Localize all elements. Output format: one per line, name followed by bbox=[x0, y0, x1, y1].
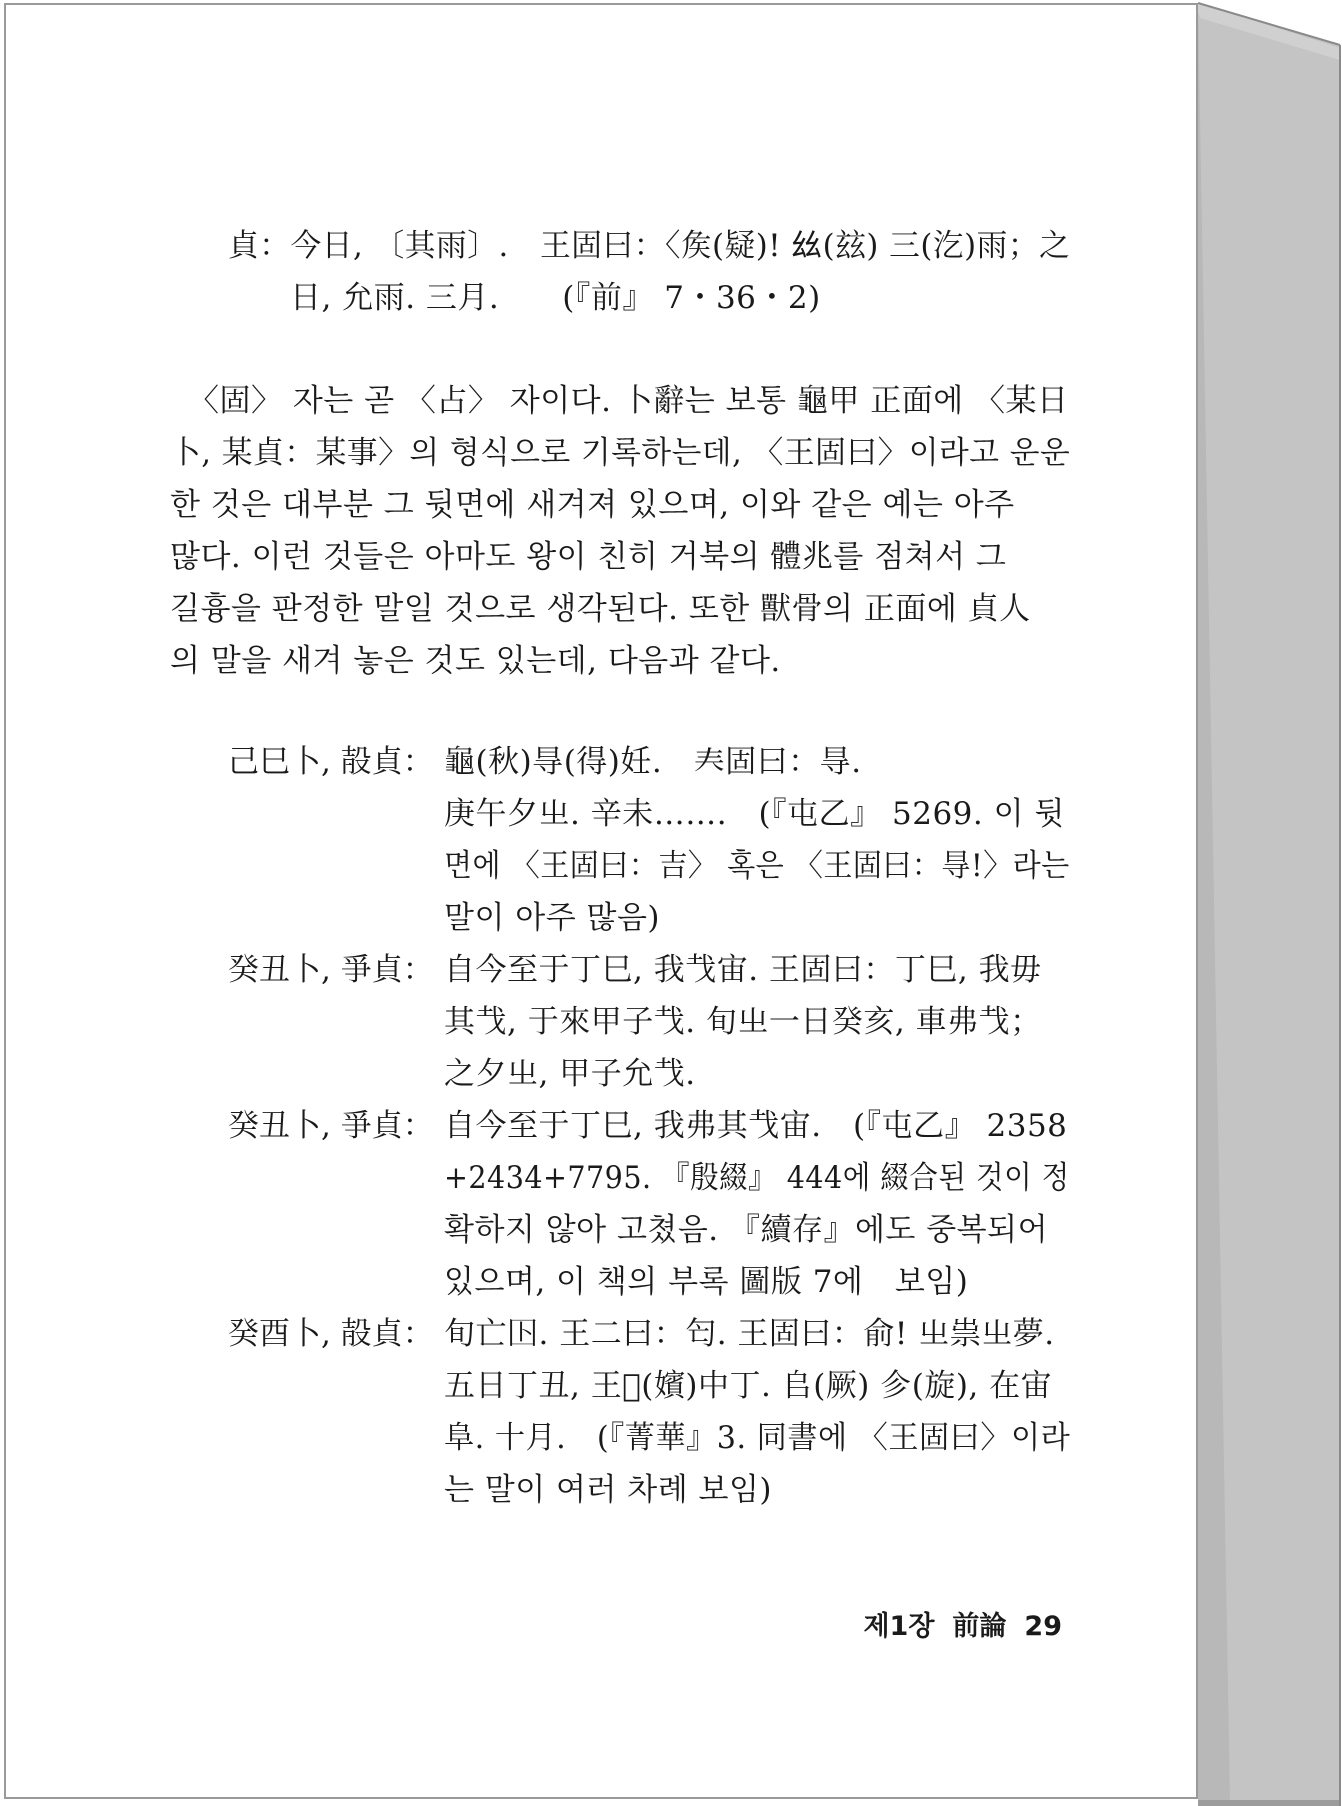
example-line: 其𢦏, 于來甲子𢦏. 旬㞢一日癸亥, 車弗𢦏； bbox=[444, 1004, 1042, 1040]
quote-line-2: 日, 允雨. 三月. (『前』 7・36・2) bbox=[290, 280, 821, 316]
page-number: 29 bbox=[1024, 1611, 1062, 1642]
paragraph-line: 〈固〉 자는 곧 〈占〉 자이다. 卜辭는 보통 龜甲 正面에 〈某日 bbox=[188, 383, 1069, 419]
example-line: 말이 아주 많음) bbox=[444, 900, 660, 936]
example-label: 癸丑卜, 爭貞： bbox=[228, 1108, 434, 1144]
page-footer bbox=[845, 1604, 1062, 1643]
example-line: 龜(秋)㝵(得)妊. 𡗗固曰：㝵. bbox=[444, 744, 862, 780]
paragraph-line: 의 말을 새겨 놓은 것도 있는데, 다음과 같다. bbox=[170, 643, 781, 679]
example-line: 확하지 않아 고쳤음. 『續存』에도 중복되어 bbox=[444, 1212, 1049, 1248]
example-line: 阜. 十月. (『菁華』3. 同書에 〈王固曰〉이라 bbox=[444, 1420, 1071, 1456]
example-line: +2434+7795. 『殷綴』 444에 綴合된 것이 정 bbox=[444, 1160, 1070, 1196]
paragraph-line: 많다. 이런 것들은 아마도 왕이 친히 거북의 體兆를 점쳐서 그 bbox=[170, 539, 1007, 575]
example-label: 己巳卜, 㱿貞： bbox=[228, 744, 434, 780]
paragraph-line: 길흉을 판정한 말일 것으로 생각된다. 또한 獸骨의 正面에 貞人 bbox=[170, 591, 1031, 627]
quote-line-1: 貞：今日, 〔其雨〕. 王固曰：〈矦(疑)! 𢆶(玆) 三(汔)雨；之 bbox=[228, 228, 1071, 264]
paragraph-line: 卜, 某貞：某事〉의 형식으로 기록하는데, 〈王固曰〉이라고 운운 bbox=[170, 435, 1071, 471]
example-line: 五日丁丑, 王𡧊(嬪)中丁. 𠂤(厥) 㐱(旋), 在宙 bbox=[444, 1368, 1053, 1404]
footer-chapter: 제1장 bbox=[863, 1611, 935, 1642]
example-line: 旬亡𡆥. 王二曰：匄. 王固曰：俞! 㞢祟㞢夢. bbox=[444, 1316, 1055, 1352]
example-line: 自今至于丁巳, 我弗其𢦏宙. (『屯乙』 2358 bbox=[444, 1108, 1068, 1144]
example-line: 있으며, 이 책의 부록 圖版 7에 보임) bbox=[444, 1264, 969, 1300]
example-label: 癸酉卜, 㱿貞： bbox=[228, 1316, 434, 1352]
footer-section: 前論 bbox=[952, 1611, 1007, 1642]
paragraph-line: 한 것은 대부분 그 뒷면에 새겨져 있으며, 이와 같은 예는 아주 bbox=[170, 487, 1015, 523]
example-line: 면에 〈王固曰：吉〉 혹은 〈王固曰：㝵!〉라는 bbox=[444, 848, 1070, 884]
example-line: 는 말이 여러 차례 보임) bbox=[444, 1472, 773, 1508]
example-line: 自今至于丁巳, 我𢦏宙. 王固曰：丁巳, 我毋 bbox=[444, 952, 1042, 988]
example-line: 之夕㞢, 甲子允𢦏. bbox=[444, 1056, 696, 1092]
example-label: 癸丑卜, 爭貞： bbox=[228, 952, 434, 988]
example-line: 庚午夕㞢. 辛未……. (『屯乙』 5269. 이 뒷 bbox=[444, 796, 1065, 832]
